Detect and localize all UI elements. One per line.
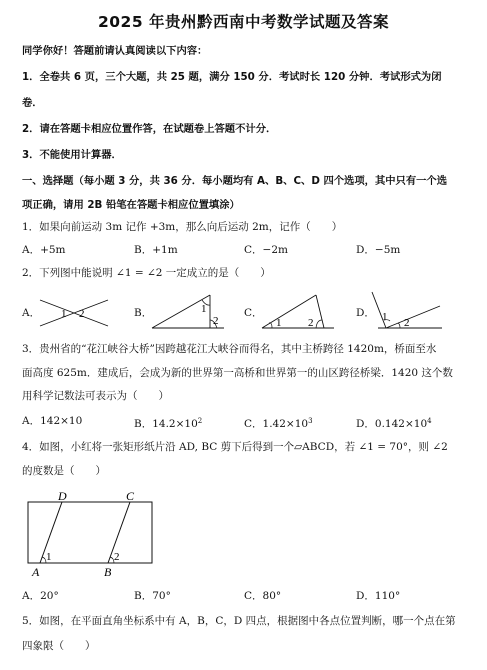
q2-figure-c (260, 292, 336, 332)
question-3-line-1: 3．贵州省的“花江峡谷大桥”因跨越花江大峡谷而得名，其中主桥跨径 1420m，桥面至水 (22, 343, 437, 355)
notice-greeting: 同学你好！答题前请认真阅读以下内容： (22, 45, 208, 57)
q3-option-c: C．$1.42\times 10^3$ (244, 417, 313, 430)
q3-option-a: A．142×10 (22, 415, 83, 427)
q2c-label-2: 2 (308, 317, 314, 329)
notice-item-1-line-2: 卷． (22, 97, 43, 109)
q4-parallelogram-figure (24, 490, 160, 580)
question-1-options (22, 243, 472, 257)
q4-label-angle-2: 2 (114, 551, 120, 563)
q1-option-a: A．+5m (22, 244, 66, 256)
q2-figure-a (38, 296, 110, 330)
page-title: 2025 年贵州黔西南中考数学试题及答案 (97, 13, 390, 31)
question-1-stem: 1．如果向前运动 3m 记作 +3m，那么向后运动 2m，记作（ ） (22, 221, 343, 233)
q4-label-a: A (32, 565, 40, 579)
q2b-label-1: 1 (201, 303, 207, 315)
question-5-line-1: 5．如图，在平面直角坐标系中有 A，B，C，D 四点，根据图中各点位置判断，哪一个点在第 (22, 615, 456, 627)
q2a-label-1: 1 (61, 308, 67, 320)
notice-item-2: 2．请在答题卡相应位置作答，在试题卷上答题不计分． (22, 123, 277, 135)
q4-option-a: A．20° (22, 590, 59, 602)
q4-label-d: D (58, 490, 67, 503)
q2c-label-1: 1 (276, 317, 282, 329)
q2-option-d: D． (356, 307, 375, 319)
notice-item-3: 3．不能使用计算器． (22, 149, 122, 161)
q1-option-b: B．+1m (134, 244, 178, 256)
question-3-options (22, 414, 472, 428)
q2d-label-1: 1 (382, 311, 388, 323)
q3-option-d: D．$0.142\times 10^4$ (356, 417, 432, 430)
q2a-label-2: 2 (79, 308, 85, 320)
q1-option-d: D．−5m (356, 244, 401, 256)
q2-option-a: A． (22, 307, 41, 319)
q1-option-c: C．−2m (244, 244, 288, 256)
question-3-line-2: 面高度 625m．建成后，会成为新的世界第一高桥和世界第一的山区跨径桥梁．1420 这个数 (22, 367, 453, 379)
section-heading-line-1: 一、选择题（每小题 3 分，共 36 分．每小题均有 A、B、C、D 四个选项，其中只有一个选 (22, 175, 448, 187)
question-4-options (22, 589, 472, 603)
q2d-label-2: 2 (404, 317, 410, 329)
q2-figure-d (368, 290, 444, 332)
q4-label-angle-1: 1 (46, 551, 52, 563)
q4-label-b: B (104, 565, 112, 579)
question-2-stem: 2．下列图中能说明 ∠1 = ∠2 一定成立的是（ ） (22, 267, 271, 279)
q2-option-c: C． (244, 307, 263, 319)
q4-option-b: B．70° (134, 590, 171, 602)
question-5-line-2: 四象限（ ） (22, 640, 96, 652)
q2-figure-b (150, 292, 226, 332)
section-heading-line-2: 项正确，请用 2B 铅笔在答题卡相应位置填涂） (22, 199, 240, 211)
question-3-line-3: 用科学记数法可表示为（ ） (22, 390, 169, 402)
q2-option-b: B． (134, 307, 153, 319)
q2b-label-2: 2 (213, 315, 219, 327)
q4-option-c: C．80° (244, 590, 282, 602)
q4-option-d: D．110° (356, 590, 401, 602)
question-4-line-2: 的度数是（ ） (22, 465, 106, 477)
notice-item-1-line-1: 1．全卷共 6 页，三个大题，共 25 题，满分 150 分．考试时长 120 分钟．考试形式为闭 (22, 71, 442, 83)
q4-label-c: C (126, 490, 135, 503)
q3-option-b: B．$14.2\times 10^2$ (134, 417, 203, 430)
question-4-line-1: 4．如图，小红将一张矩形纸片沿 AD, BC 剪下后得到一个▱ABCD，若 ∠1 = 70°，则 ∠2 (22, 441, 448, 453)
